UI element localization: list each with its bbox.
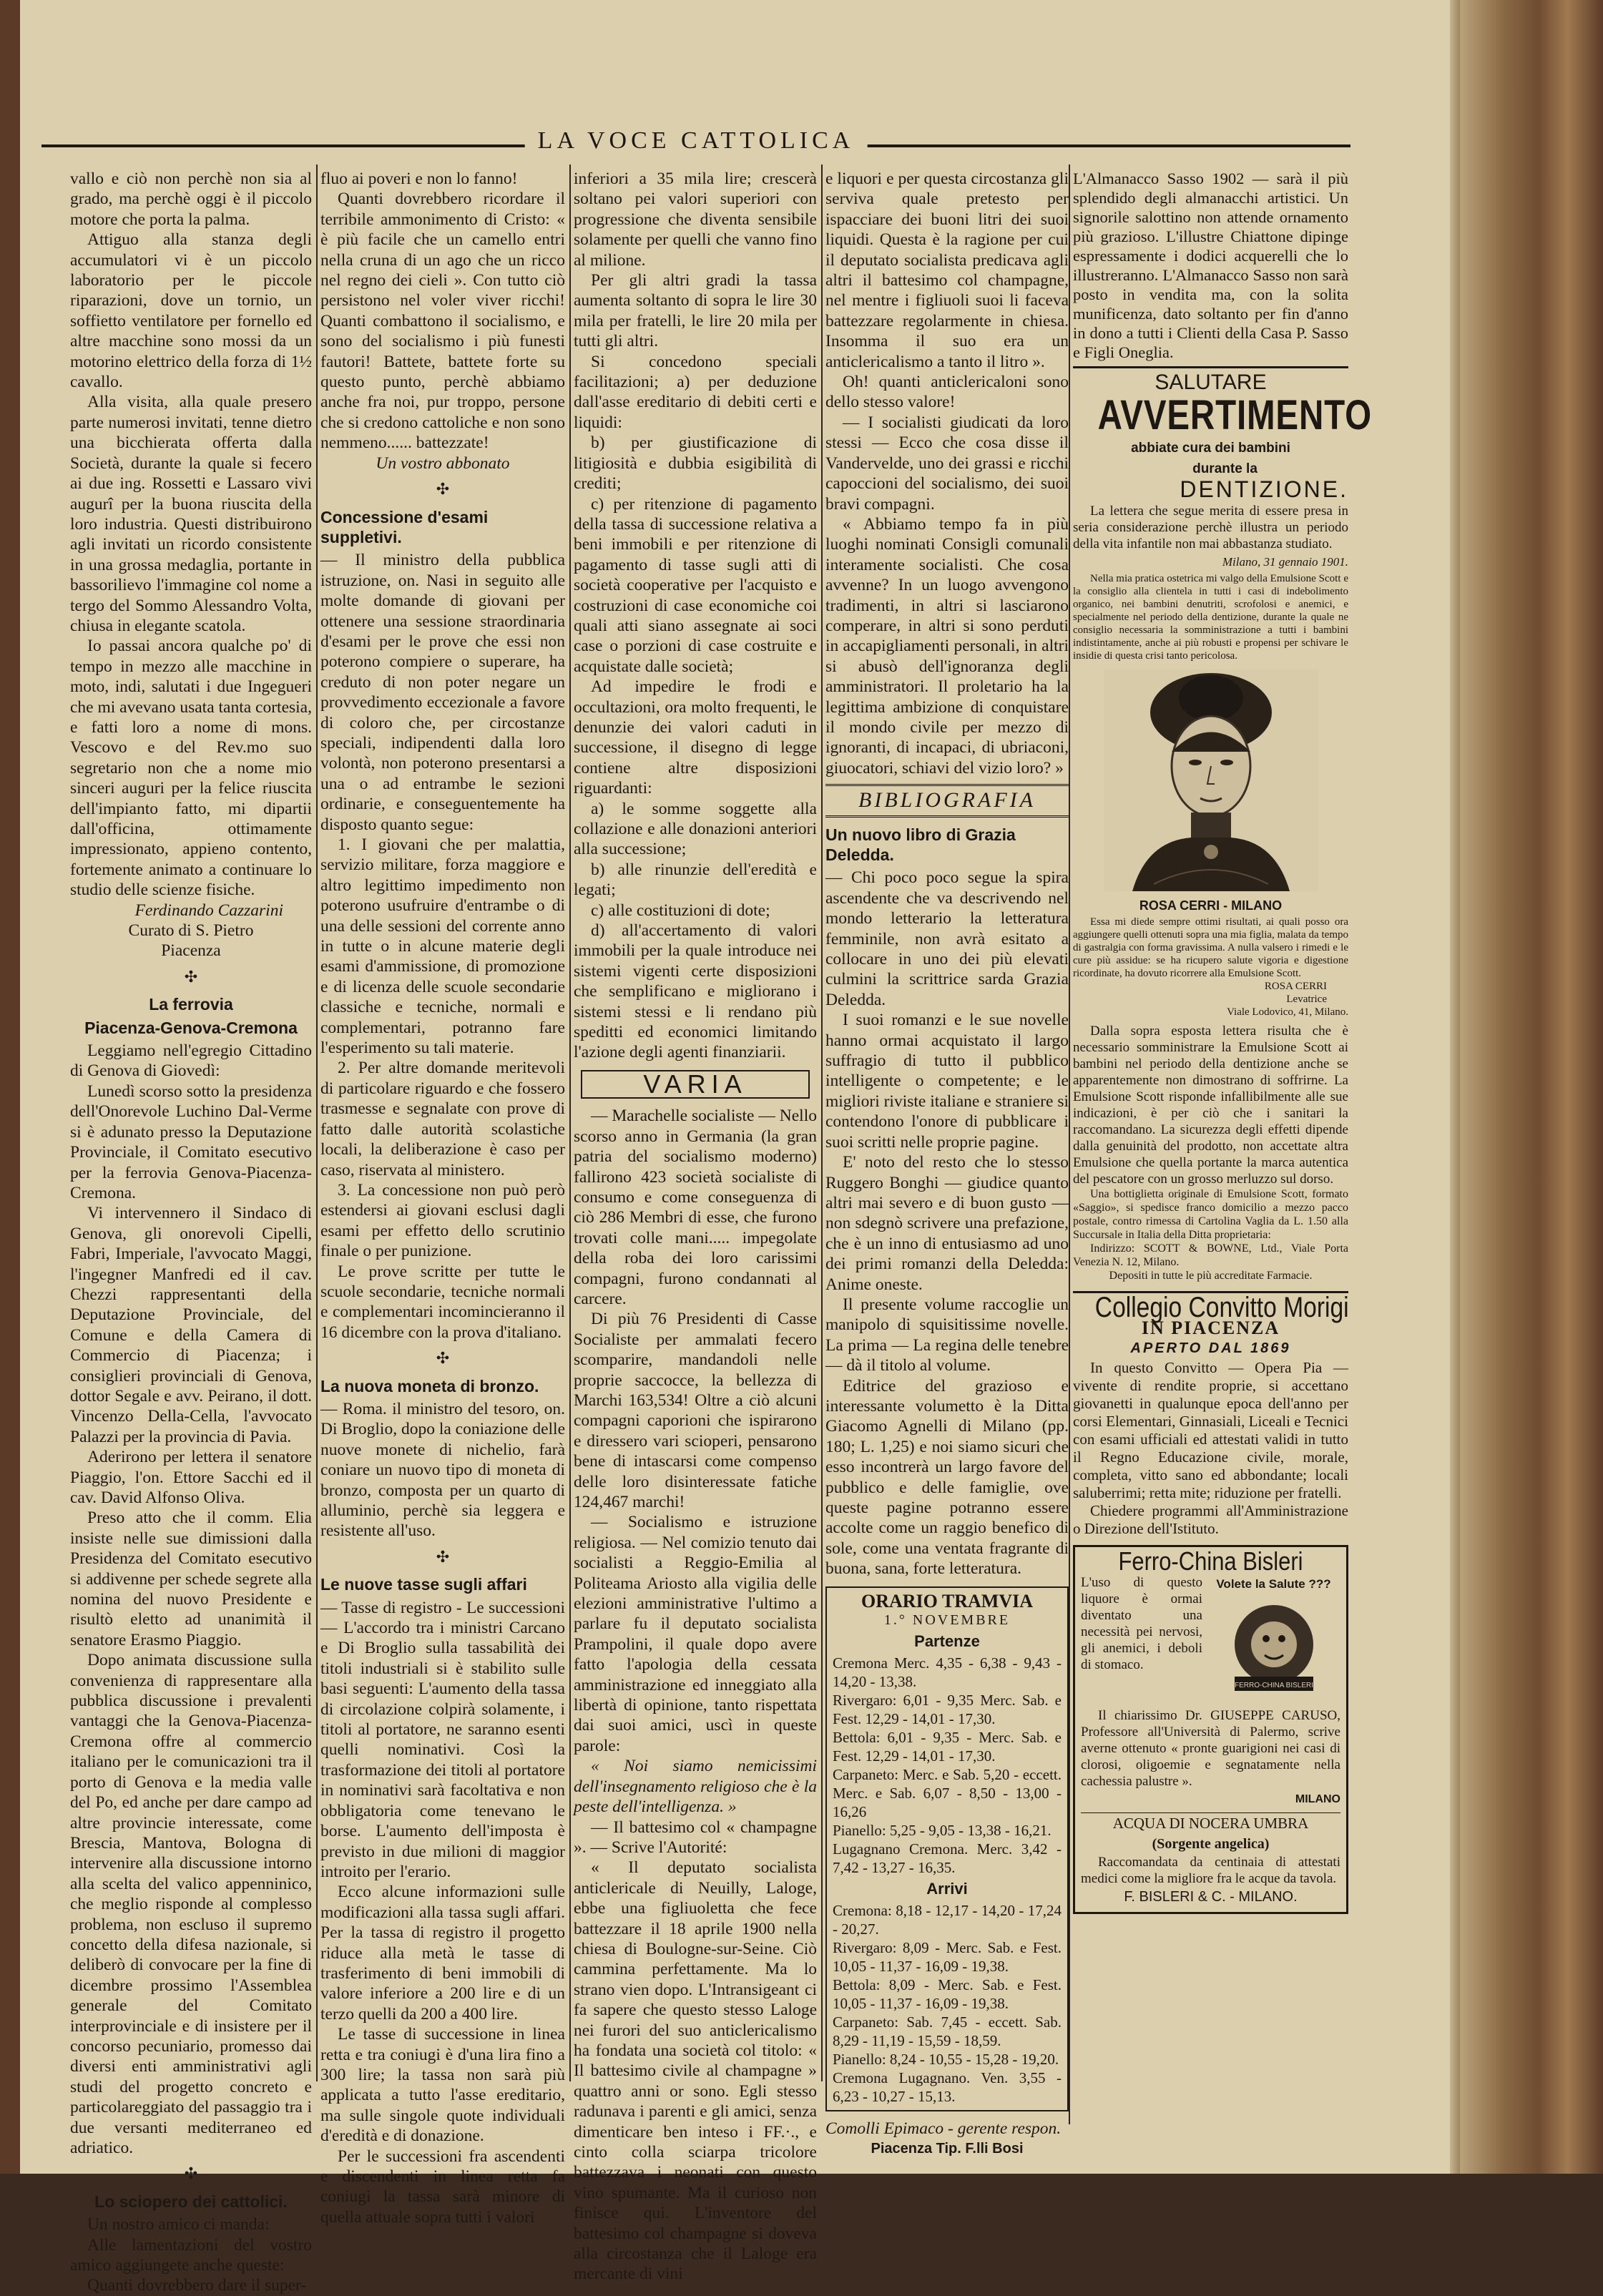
- article-paragraph: « Abbiamo tempo fa in più luoghi nominati Consigli comunali interamente socialisti. Che cosa avvenne? In un luogo avvengono tradimenti, in altri si lasciarono comperare, in altri si sono perduti in accapigliamenti personali, in altri si abusò dell'ignoranza degli amministratori. Il proletario ha la legittima ambizione di conquistare il mondo civile per mezzo di ignoranti, di incapaci, di ubriaconi, giuocatori, schiavi del vizio loro? »: [825, 514, 1069, 777]
- article-paragraph: Leggiamo nell'egregio Cittadino di Genova di Giovedì:: [70, 1041, 312, 1081]
- article-paragraph: Per le successioni fra ascendenti e discendenti in linea retta fa coniugi la tassa sarà minore di quella attuale sopra tutti i valori: [320, 2147, 565, 2227]
- article-paragraph: Ad impedire le frodi e occultazioni, ora molto frequenti, le denunzie dei valori caduti in successione, il disegno di legge contiene altre disposizioni riguardanti:: [574, 677, 817, 798]
- headline-concessione: Concessione d'esami suppletivi.: [320, 507, 489, 546]
- article-paragraph: Per gli altri gradi la tassa aumenta soltanto di sopra le lire 30 mila per fratelli, le lire 20 mila per tutti gli altri.: [574, 271, 817, 351]
- article-paragraph: Attiguo alla stanza degli accumulatori vi è un piccolo laboratorio per le piccole riparazioni, dove un tornio, un soffietto ventilatore per fornello ed altre macchine sono mossi da un motorino elettrico della forza di 1½ cavallo.: [70, 230, 312, 392]
- article-paragraph: Le prove scritte per tutte le scuole secondarie, tecniche normali e complementari incomincieranno il 16 dicembre con la prova d'italiano.: [320, 1262, 565, 1342]
- headline-moneta: La nuova moneta di bronzo.: [320, 1376, 539, 1395]
- article-paragraph: a) le somme soggette alla collazione e alle donazioni anteriori alla successione;: [574, 799, 817, 859]
- ad-signature-address: Viale Lodovico, 41, Milano.: [1227, 1006, 1348, 1019]
- article-paragraph: Di più 76 Presidenti di Casse Socialiste per ammalati fecero scomparire, mandandoli nelle proprie saccocce, la bellezza di Marchi 163,534! Oltre a ciò alcuni compagni caporioni che ispirarono e diressero vari scioperi, pensarono bene di intascarsi come compenso delle loro disinteressate fatiche 124,467 marchi!: [574, 1310, 817, 1511]
- article-paragraph: 3. La concessione non può però estendersi ai giovani esclusi dagli esami per effetto dello scrutinio finale o per punizione.: [320, 1180, 565, 1261]
- column-5-advertisements: [1073, 169, 1372, 2100]
- portrait-caption-text: Essa mi diede sempre ottimi risultati, ai quali posso ora aggiungere quelli ottenuti sopra una mia figlia, malata da tempo di gastralgia con forma gravissima. A nulla valsero i rimedi e le cure più assidue: se ha ricupero salute vigoria e digestione ricordinate, ha dovuto ricorrere alla Emulsione Scott.: [1073, 916, 1348, 980]
- collegio-text: In questo Convitto — Opera Pia — vivente di rendite proprie, si accettano giovanetti in qualunque epoca dell'anno per corsi Elementari, Ginnasiali, Liceali e Tecnici con esami ufficiali ed attestati validi in tutto il Regno Educazione civile, morale, completa, vitto sano ed abbondante; locali saluberrimi; retta mite; riduzione per fratelli.: [1073, 1358, 1348, 1501]
- article-paragraph: Si concedono speciali facilitazioni; a) per deduzione dall'asse ereditario di debiti certi e liquidi:: [574, 352, 817, 432]
- timetable-arrivals-header: Arrivi: [926, 1879, 968, 1898]
- bisleri-text: L'uso di questo liquore è ormai diventato una necessità pei nervosi, gli anemici, i deboli di stomaco.: [1081, 1575, 1202, 1673]
- headline-tasse: Le nuove tasse sugli affari: [320, 1575, 527, 1594]
- column-divider: [1069, 165, 1070, 2124]
- author-name: Ferdinando Cazzarini: [134, 901, 283, 920]
- ornament-icon: ✣: [436, 480, 450, 499]
- article-paragraph: — Chi poco poco segue la spira ascendente che va descrivendo nel mondo letterario la letteratura femminile, non avrà esitato a collocare in uno dei più elevati culmini la scrittrice sarda Grazia Deledda.: [825, 868, 1069, 1009]
- timetable-departures-header: Partenze: [914, 1632, 980, 1650]
- page-edge: [1450, 0, 1460, 2174]
- author-title: Curato di S. Pietro: [128, 921, 254, 941]
- article-paragraph: inferiori a 35 mila lire; crescerà soltano pei valori superiori con progressione che diventa sensibile solamente per quelli che vanno fino al milione.: [574, 170, 817, 270]
- ad-bottiglia: Una bottiglietta originale di Emulsione Scott, formato «Saggio», si spedisce franco domicilio a mezzo pacco postale, contro rimessa di Cartolina Vaglia da L. 1.50 alla Succursale in Italia della Ditta proprietaria:: [1073, 1188, 1348, 1242]
- article-paragraph: b) alle rinunzie dell'eredità e legati;: [574, 860, 817, 900]
- timetable-row: Carpaneto: Merc. e Sab. 5,20 - eccett. Merc. e Sab. 6,07 - 8,50 - 13,00 - 16,26: [833, 1765, 1062, 1820]
- scott-emulsion-ad: [1073, 366, 1372, 1287]
- article-paragraph: Le tasse di successione in linea retta e tra coniugi è d'una lira fino a 300 lire; la tassa non sarà più applicata a tutto l'asse ereditario, ma sulle singole quote individuali d'eredità e di donazione.: [320, 2025, 565, 2146]
- article-paragraph: — Il battesimo col « champagne ». — Scrive l'Autorité:: [574, 1817, 817, 1857]
- column-2: [320, 169, 565, 2227]
- ornament-icon: ✣: [436, 1547, 450, 1566]
- article-paragraph: Quanti dovrebbero dare il super-: [87, 2276, 307, 2295]
- ad-dentizione: DENTIZIONE.: [1180, 476, 1348, 503]
- article-paragraph: Aderirono per lettera il senatore Piaggio, l'on. Ettore Sacchi ed il cav. David Alfonso Oliva.: [70, 1448, 312, 1507]
- collegio-title: Collegio Convitto Morigi: [1094, 1292, 1349, 1324]
- author-place: Piacenza: [161, 941, 221, 961]
- article-paragraph: — Tasse di registro - Le successioni — L'accordo tra i ministri Carcano e Di Broglio sulla tassabilità dei titoli industriali si è stabilito sulle basi seguenti: L'aumento della tassa di circolazione colpirà solamente, i titoli al portatore, ne saranno esenti quelli nominativi. Così la trasformazione dei titoli al portatore in nominativi sarà facoltativa e non obbligatoria come tenevano le borse. L'aumento dell'imposta è previsto in due milioni di maggior introito per l'erario.: [320, 1598, 565, 1881]
- bottle-label: FERRO-CHINA BISLERI: [1234, 1682, 1313, 1690]
- timetable-row: Bettola: 6,01 - 9,35 - Merc. Sab. e Fest. 12,29 - 14,01 - 17,30.: [833, 1728, 1062, 1765]
- article-paragraph: fluo ai poveri e non lo fanno!: [320, 170, 518, 188]
- collegio-opened: APERTO DAL 1869: [1130, 1340, 1291, 1357]
- timetable-row: Pianello: 8,24 - 10,55 - 15,28 - 19,20.: [833, 2050, 1059, 2068]
- article-paragraph: Un nostro amico ci manda:: [87, 2215, 270, 2234]
- timetable-row: Rivergaro: 6,01 - 9,35 Merc. Sab. e Fest. 12,29 - 14,01 - 17,30.: [833, 1691, 1062, 1727]
- ad-lettera: La lettera che segue merita di essere presa in seria considerazione perchè illustra un periodo della vita infantile non mai abbastanza studiato.: [1073, 503, 1348, 551]
- timetable-row: Cremona Lugagnano. Ven. 3,55 - 6,23 - 10,27 - 15,13.: [833, 2069, 1062, 2105]
- nocera-source: (Sorgente angelica): [1152, 1835, 1270, 1852]
- article-paragraph: — I socialisti giudicati da loro stessi — Ecco che cosa disse il Vandervelde, uno dei grassi e ricchi capoccioni del socialismo, dei suoi bravi compagni.: [825, 413, 1069, 514]
- timetable-row: Lugagnano Cremona. Merc. 3,42 - 7,42 - 13,27 - 16,35.: [833, 1840, 1062, 1876]
- ad-signature-name: ROSA CERRI: [1264, 981, 1327, 993]
- ornament-icon: ✣: [184, 967, 198, 986]
- almanacco-notice: L'Almanacco Sasso 1902 — sarà il più splendido degli almanacchi artistici. Un signorile salottino non attende ornamento più grazioso. L'illustre Chiattone dipinge espressamente i dodici acquerelli che lo illustreranno. L'Almanacco Sasso non sarà posto in vendita ma, con la solita munificenza, dato soltanto per fin d'anno in dono a tutti i Clienti della Casa P. Sasso e Figli Oneglia.: [1073, 170, 1348, 361]
- ad-indirizzo: Indirizzo: SCOTT & BOWNE, Ltd., Viale Porta Venezia N. 12, Milano.: [1073, 1242, 1348, 1269]
- article-paragraph: Preso atto che il comm. Elia insiste nelle sue dimissioni dalla Presidenza del Comitato esecutivo si addivenne per schede segrete alla nomina del nuovo Presidente e risultò eletto ad unanimità il senatore Erasmo Piaggio.: [70, 1508, 312, 1649]
- article-paragraph: Lunedì scorso sotto la presidenza dell'Onorevole Luchino Dal-Verme si è adunato presso la Deputazione Provinciale, il Comitato esecutivo per la ferrovia Genova-Piacenza-Cremona.: [70, 1081, 312, 1202]
- timetable-title: ORARIO TRAMVIA: [861, 1590, 1034, 1611]
- column-divider: [316, 165, 318, 2081]
- article-paragraph: c) alle costituzioni di dote;: [591, 901, 770, 920]
- tram-timetable: [825, 1586, 1069, 2111]
- article-paragraph: Io passai ancora qualche po' di tempo in mezzo alle macchine in moto, indi, salutati i due Ingegueri che mi avevano usata tanta cortesia, e fatti loro a nome di mons. Vescovo e del Rev.mo suo segretario non che a nome mio sinceri auguri per la felice riuscita dell'impianto fatto, mi dipartii dall'officina, ottimamente impressionato, appieno contento, fortemente animato a continuare lo studio delle scienze fisiche.: [70, 637, 312, 900]
- timetable-row: Rivergaro: 8,09 - Merc. Sab. e Fest. 10,05 - 11,37 - 16,09 - 19,38.: [833, 1938, 1062, 1975]
- article-paragraph: E' noto del resto che lo stesso Ruggero Bonghi — giudice quanto altri mai severo e di buon gusto — non sdegnò scrivere una prefazione, che è un inno di entusiasmo ad uno dei primi romanzi della Deledda: Anime oneste.: [825, 1153, 1069, 1294]
- bisleri-slogan: Volete la Salute ???: [1216, 1577, 1331, 1591]
- timetable-row: Cremona Merc. 4,35 - 6,38 - 9,43 - 14,20 - 13,38.: [833, 1654, 1062, 1690]
- section-header-bibliografia: BIBLIOGRAFIA: [825, 784, 1069, 817]
- bisleri-city: MILANO: [1295, 1792, 1340, 1805]
- timetable-row: Cremona: 8,18 - 12,17 - 14,20 - 17,24 - 20,27.: [833, 1901, 1062, 1938]
- article-paragraph: Vi intervennero il Sindaco di Genova, gli onorevoli Cipelli, Fabri, Imperiale, l'avvocato Maggi, l'ingegner Manfredi ed il cav. Chezzi rappresentanti della Deputazione Provinciale, del Comune e della Camera di Commercio di Piacenza; i consiglieri provinciali di Genova, dottor Segale e avv. Peirano, il dott. Vincenzo Della-Cella, l'avvocato Palazzi per la provincia di Pavia.: [70, 1204, 312, 1446]
- article-paragraph: 2. Per altre domande meritevoli di particolare riguardo e che fossero trasmesse e segnalate con prove di fatto dalle autorità scolastiche locali, la deliberazione è caso per caso, riservata al ministero.: [320, 1059, 565, 1179]
- ad-dalla: Dalla sopra esposta lettera risulta che è necessario somministrare la Emulsione Scott ai bambini nel periodo della dentizione anche se apparentemente non dimostrano di soffrirne. La Emulsione Scott risponde infallibilmente alle sue indicazioni, è per ciò che i sanitari la raccomandano. La sicurezza degli effetti dipende dalla genuinità del prodotto, non accettate altra Emulsione che quella portante la marca autentica del pescatore con un grosso merluzzo sul dorso.: [1073, 1024, 1348, 1187]
- article-paragraph: Editrice del grazioso e interessante volumetto è la Ditta Giacomo Agnelli di Milano (pp. 180; L. 1,25) e noi siamo sicuri che esso incontrerà un largo favore del pubblico e delle famiglie, ove queste pagine potranno essere accolte come un raggio benefico di sole, come una ventata fragrante di buona, sana, forte letteratura.: [825, 1376, 1069, 1579]
- footer-printer: Piacenza Tip. F.lli Bosi: [871, 2141, 1024, 2157]
- newspaper-title: LA VOCE CATTOLICA: [525, 127, 868, 154]
- collegio-morigi-ad: [1073, 1291, 1348, 1537]
- masthead: [41, 127, 1350, 157]
- headline-ferrovia-sub: Piacenza-Genova-Cremona: [84, 1018, 298, 1037]
- ad-avvertimento: AVVERTIMENTO: [1097, 392, 1372, 439]
- column-1: [70, 169, 312, 2295]
- collegio-city: IN PIACENZA: [1141, 1317, 1280, 1338]
- section-header-varia: VARIA: [581, 1070, 810, 1099]
- article-paragraph: d) all'accertamento di valori immobili per la quale introduce nei sistemi vigenti certe disposizioni che semplificano e migliorano i sistemi stessi e li rendano più speditti ed economici limitando l'azione degli agenti finanziarii.: [574, 921, 817, 1062]
- article-paragraph: Alla visita, alla quale presero parte numerosi invitati, tenne dietro una bicchierata offerta dalla Società, durante la quale si fecero ai due ing. Rossetti e Lassaro vivi augurî per la buona riuscita della loro industria. Questi distribuirono agli invitati un ricordo consistente in una grossa medaglia, portante in bassorilievo l'immagine col nome a tergo del Sommo Alessandro Volta, chiusa in elegante scatola.: [70, 393, 312, 635]
- article-paragraph: — Marachelle socialiste — Nello scorso anno in Germania (la gran patria del socialismo moderno) fallirono 423 società socialiste di consumo e come conseguenza di ciò 286 Membri di esse, che furono trovati colle mani..... impegolate della roba dei loro carissimi compagni, furono condannati al carcere.: [574, 1107, 817, 1308]
- ad-depositi: Depositi in tutte le più accreditate Farmacie.: [1109, 1270, 1313, 1282]
- ferro-china-bisleri-ad: [1073, 1545, 1348, 1914]
- footer-gerente: Comolli Epimaco - gerente respon.: [825, 2119, 1062, 2138]
- headline-sciopero: Lo sciopero dei cattolici.: [94, 2192, 288, 2211]
- author-signature: Un vostro abbonato: [376, 453, 510, 473]
- article-paragraph: — Il ministro della pubblica istruzione, on. Nasi in seguito alle molte domande di giovani per ottenere una sessione straordinaria d'esami per le prove che essi non poterono compiere o superare, ha creduto di non poter negare un provvedimento eccezionale a favore di coloro che, per circostanze speciali, indipendenti dalla loro volontà, non poterono presentarsi a una o ad entrambe le sezioni ordinarie, e conseguentemente ha disposto quanto segue:: [320, 551, 565, 834]
- article-paragraph: 1. I giovani che per malattia, servizio militare, forza maggiore e altro legittimo impedimento non poterono usufruire d'entrambe o di una delle sessioni del corrente anno in tutte o in alcune materie degli esami d'ammissione, di promozione e di licenza delle scuole secondarie classiche e tecniche, normali e complementari, potranno fare l'esperimento su tali materie.: [320, 835, 565, 1058]
- article-paragraph: e liquori e per questa circostanza gli serviva quale pretesto per ispacciare dei buoni litri dei suoi liquidi. Questa è la ragione per cui il deputato socialista predicava agli altri il battesimo col champagne, nel mentre i figliuoli suoi li faceva battezzare regolarmente in chiesa. Insomma il suo era un anticlericalismo a tanto il litro ».: [825, 170, 1069, 371]
- timetable-row: Carpaneto: Sab. 7,45 - eccett. Sab. 8,29 - 11,19 - 15,59 - 18,59.: [833, 2013, 1062, 2049]
- headline-ferrovia: La ferrovia: [149, 995, 233, 1014]
- left-edge: [0, 0, 20, 2174]
- ornament-icon: ✣: [184, 2164, 198, 2183]
- article-paragraph: — Socialismo e istruzione religiosa. — Nel comizio tenuto dai socialisti a Reggio-Emilia al Politeama Ariosto alla vigilia delle elezioni amministrative l'ultimo a parlare fu il deputato socialista Prampolini, il quale dopo avere fatto l'apologia della cessata amministrazione ed inneggiato alla libertà di opinione, tanto rispettata dai suoi amici, uscì in queste parole:: [574, 1513, 817, 1755]
- collegio-contact: Chiedere programmi all'Amministrazione o Direzione dell'Istituto.: [1073, 1501, 1348, 1537]
- article-paragraph: Il presente volume raccoglie un manipolo di squisitissime novelle. La prima — La regina delle tenebre — dà il titolo al volume.: [825, 1295, 1069, 1375]
- article-paragraph: I suoi romanzi e le sue novelle hanno ormai acquistato il largo suffragio di tutto il pubblico intelligente o competente; e le migliori riviste italiane e straniere si contendono l'onore di pubblicare i suoi scritti nelle proprie pagine.: [825, 1011, 1069, 1152]
- article-paragraph: vallo e ciò non perchè non sia al grado, ma perchè oggi è il piccolo motore che porta la palma.: [70, 170, 312, 229]
- article-paragraph: — Roma. il ministro del tesoro, on. Di Broglio, dopo la coniazione delle nuove monete di nichelio, farà coniare un nuovo tipo di moneta di bronzo, composta per un quarto di alluminio, perchè sia leggera e resistente all'uso.: [320, 1399, 565, 1541]
- article-quote: « Noi siamo nemicissimi dell'insegnamento religioso che è la peste dell'intelligenza. »: [574, 1757, 817, 1817]
- article-paragraph: « Il deputato socialista anticlericale di Neuilly, Laloge, ebbe una figliuoletta che fece battezzare il 18 aprile 1900 nella chiesa di Boulogne-sur-Seine. Ciò cammina perfettamente. Ma lo strano vien dopo. L'Intransigeant ci fa sapere che questo stesso Laloge nei furori del suo anticlericalismo ha fondata una società col titolo: « Il battesimo civile al champagne » quattro anni or sono. Egli stesso radunava i parenti e gli amici, senza dimenticare ben inteso i FF.·., e cinto colla sciarpa tricolore battezzava i neonati con questo vino spumante. Ma il curioso non finisce qui. L'inventore del battesimo col champagne si doveva alla circostanza che il Laloge era mercante di vini: [574, 1858, 817, 2284]
- bisleri-caruso: Il chiarissimo Dr. GIUSEPPE CARUSO, Professore all'Università di Palermo, scrive averne ottenuto « pronte guarigioni nei casi di clorosi, oligoemie e segnatamente nella cachessia palustre ».: [1081, 1707, 1340, 1789]
- timetable-date: 1.° NOVEMBRE: [883, 1611, 1011, 1628]
- column-divider: [569, 165, 571, 2081]
- article-paragraph: Oh! quanti anticlericaloni sono dello stesso valore!: [825, 373, 1069, 412]
- ad-signature-title: Levatrice: [1286, 994, 1327, 1006]
- article-paragraph: b) per giustificazione di litigiosità e dubbia esigibilità di crediti;: [574, 433, 817, 494]
- portrait-caption: ROSA CERRI - MILANO: [1139, 898, 1283, 913]
- nocera-title: ACQUA DI NOCERA UMBRA: [1081, 1812, 1340, 1833]
- ad-date: Milano, 31 gennaio 1901.: [1222, 554, 1348, 569]
- article-paragraph: Alle lamentazioni del vostro amico aggiungete anche queste:: [70, 2235, 312, 2275]
- article-paragraph: Quanti dovrebbero ricordare il terribile ammonimento di Cristo: « è più facile che un camello entri nella cruna di un ago che un ricco nel regno dei cieli ». Con tutto ciò persistono nel voler viver ricchi! Quanti combattono il socialismo, e sono del socialismo i più funesti fautori! Battete, battete forte su questo punto, perchè abbiamo anche fra noi, pur troppo, persone che si credono cattoliche e non sono nemmeno...... battezzate!: [320, 190, 565, 453]
- ad-small-text: Nella mia pratica ostetrica mi valgo della Emulsione Scott e la consiglio alla clientela in tutti i casi di indebolimento organico, nei bambini denutriti, scrofolosi e anemici, e specialmente nel periodo della dentizione, durante la quale ne consiglio necessaria la somministrazione a tutti i bambini indistintamente, anche ai più robusti e propensi per schivare le insidie di questa crisi tanto pericolosa.: [1073, 573, 1348, 662]
- ad-abbiate: abbiate cura dei bambini: [1131, 441, 1290, 456]
- nocera-text: Raccomandata da centinaia di attestati medici come la migliore fra le acque da tavola.: [1081, 1855, 1340, 1887]
- bisleri-signature: F. BISLERI & C. - MILANO.: [1124, 1889, 1298, 1905]
- article-paragraph: Dopo animata discussione sulla convenienza di rappresentare alla pubblica discussione i prevalenti vantaggi che la Genova-Piacenza-Cremona offre al commercio italiano per le comunicazioni tra il porto di Genova e la media valle del Po, ed anche per dare campo ad altre provincie interessate, come Brescia, Mantova, Bologna di intervenire alla discussione intorno alla scelta del valico appenninico, che meglio risponde al complesso problema, non escluso il supremo concetto della difesa nazionale, si deliberò di convocare per la fine di dicembre prossimo l'Assemblea generale del Comitato interprovinciale e di insistere per il concorso pecuniario, promesso dai diversi enti amministrativi agli studi del progetto concreto e particolareggiato del passaggio tra i due versanti mediterraneo ed adriatico.: [70, 1651, 312, 2157]
- ad-salutare: SALUTARE: [1155, 371, 1267, 394]
- column-divider: [821, 165, 823, 2081]
- column-3: [574, 169, 817, 2284]
- ad-durante: durante la: [1192, 461, 1258, 476]
- lion-bottle-icon: [1220, 1594, 1328, 1702]
- timetable-row: Pianello: 5,25 - 9,05 - 13,38 - 16,21.: [833, 1821, 1051, 1839]
- portrait-woman-image: [1104, 669, 1318, 891]
- bisleri-title: Ferro-China Bisleri: [1118, 1546, 1303, 1576]
- book-binding: [1460, 0, 1603, 2174]
- article-paragraph: c) per ritenzione di pagamento della tassa di successione relativa a beni immobili e per ritenzione di pagamento di tasse sugli atti di società cooperative per l'acquisto e costruzioni di case economiche coi quali atti siano assegnate ai soci case o porzioni di case costruite e acquistate dalle società;: [574, 494, 817, 676]
- timetable-row: Bettola: 8,09 - Merc. Sab. e Fest. 10,05 - 11,37 - 16,09 - 19,38.: [833, 1976, 1062, 2012]
- column-4: [825, 169, 1069, 2157]
- article-paragraph: Ecco alcune informazioni sulle modificazioni alla tassa sugli affari. Per la tassa di registro il progetto riduce alla metà le tasse di trasferimento di beni immobili di valore inferiore a 200 lire e di un terzo quelli da 200 a 400 lire.: [320, 1883, 565, 2023]
- ornament-icon: ✣: [436, 1349, 450, 1368]
- headline-deledda: Un nuovo libro di Grazia Deledda.: [825, 825, 1016, 864]
